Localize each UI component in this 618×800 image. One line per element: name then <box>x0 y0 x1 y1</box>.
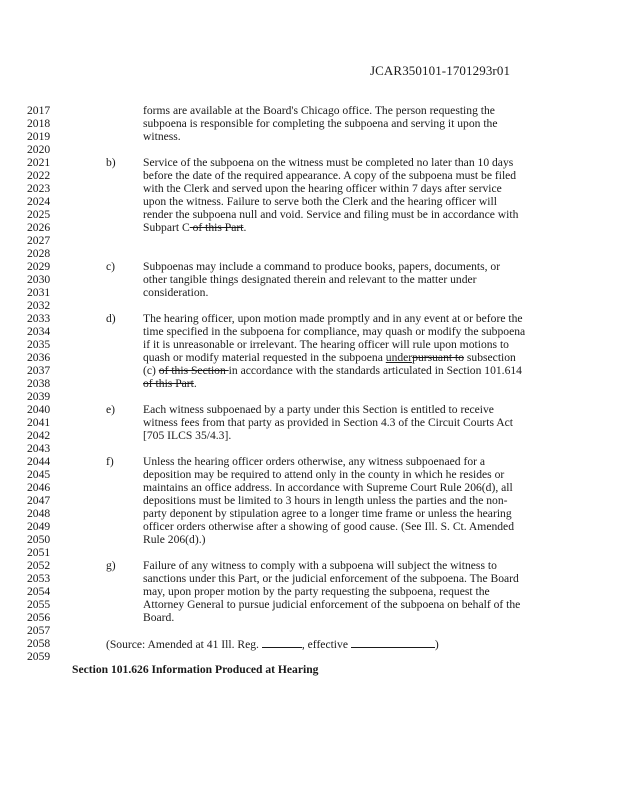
text-run: subsection <box>464 351 516 364</box>
item-b-line: before the date of the required appearance. A copy of the subpoena must be filed <box>143 169 517 182</box>
item-c-line: Subpoenas may include a command to produce books, papers, documents, or <box>143 260 501 273</box>
section-heading: Section 101.626 Information Produced at Hearing <box>72 663 319 676</box>
text-run: (c) <box>143 364 159 377</box>
source-prefix: (Source: Amended at 41 Ill. Reg. <box>106 638 262 651</box>
line-number: 2035 <box>27 338 51 351</box>
line-number: 2057 <box>27 624 51 637</box>
line-number: 2051 <box>27 546 51 559</box>
item-e-line: witness fees from that party as provided in Section 4.3 of the Circuit Courts Act <box>143 416 513 429</box>
line-number: 2052 <box>27 559 51 572</box>
line-number: 2054 <box>27 585 51 598</box>
struck-text: of this Section <box>158 364 229 377</box>
line-number: 2038 <box>27 377 51 390</box>
line-number: 2026 <box>27 221 51 234</box>
line-number: 2033 <box>27 312 51 325</box>
item-label-c: c) <box>106 260 116 273</box>
item-e-line: Each witness subpoenaed by a party under this Section is entitled to receive <box>143 403 494 416</box>
line-number: 2055 <box>27 598 51 611</box>
source-effective: , effective <box>301 638 351 651</box>
intro-line: forms are available at the Board's Chicago office. The person requesting the <box>143 104 495 117</box>
item-f-line: party deponent by stipulation agree to a longer time frame or unless the hearing <box>143 507 512 520</box>
line-number: 2056 <box>27 611 51 624</box>
item-f-line: maintains an office address. In accordance with Supreme Court Rule 206(d), all <box>143 481 513 494</box>
punctuation: . <box>193 377 197 390</box>
item-b-line: render the subpoena null and void. Service and filing must be in accordance with <box>143 208 519 221</box>
item-b-line: Service of the subpoena on the witness must be completed no later than 10 days <box>143 156 514 169</box>
document-id: JCAR350101-1701293r01 <box>370 63 511 78</box>
line-number: 2041 <box>27 416 51 429</box>
line-number: 2018 <box>27 117 51 130</box>
line-number: 2053 <box>27 572 51 585</box>
line-number: 2023 <box>27 182 51 195</box>
line-number: 2029 <box>27 260 51 273</box>
line-number: 2040 <box>27 403 51 416</box>
item-d-line: The hearing officer, upon motion made promptly and in any event at or before the <box>143 312 523 325</box>
text-run: quash or modify material requested in the subpoena <box>143 351 386 364</box>
date-blank <box>351 637 435 648</box>
item-c-line: consideration. <box>143 286 209 299</box>
line-number: 2048 <box>27 507 51 520</box>
punctuation: ) <box>434 638 439 651</box>
item-f-line: Unless the hearing officer orders otherwise, any witness subpoenaed for a <box>143 455 486 468</box>
line-number: 2044 <box>27 455 51 468</box>
line-number: 2017 <box>27 104 51 117</box>
line-number: 2058 <box>27 637 51 650</box>
item-label-g: g) <box>106 559 116 572</box>
subpart-reference: Subpart C <box>143 221 190 234</box>
item-g-line: Failure of any witness to comply with a subpoena will subject the witness to <box>143 559 497 572</box>
item-g-line: Attorney General to pursue judicial enforcement of the subpoena on behalf of the <box>143 598 521 611</box>
line-number: 2049 <box>27 520 51 533</box>
line-number: 2031 <box>27 286 51 299</box>
item-f-line: Rule 206(d).) <box>143 533 206 546</box>
line-number: 2059 <box>27 650 51 663</box>
line-number: 2047 <box>27 494 51 507</box>
item-e-line: [705 ILCS 35/4.3]. <box>143 429 232 442</box>
item-d-line <box>143 377 197 390</box>
item-g-line: may, upon proper motion by the party requesting the subpoena, request the <box>143 585 490 598</box>
line-number: 2043 <box>27 442 51 455</box>
text-run: in accordance with the standards articulated in Section 101.614 <box>228 364 522 377</box>
line-number: 2027 <box>27 234 51 247</box>
line-number: 2028 <box>27 247 51 260</box>
line-number: 2039 <box>27 390 51 403</box>
punctuation: . <box>243 221 247 234</box>
line-number: 2025 <box>27 208 51 221</box>
item-f-line: deposition may be required to attend only in the county in which he resides or <box>143 468 505 481</box>
line-number: 2032 <box>27 299 51 312</box>
line-number: 2020 <box>27 143 51 156</box>
line-number: 2034 <box>27 325 51 338</box>
line-number: 2045 <box>27 468 51 481</box>
item-b-line <box>143 221 246 234</box>
item-d-line: time specified in the subpoena for compliance, may quash or modify the subpoena <box>143 325 526 338</box>
item-d-line: if it is unreasonable or irrelevant. The hearing officer will rule upon motions to <box>143 338 509 351</box>
item-label-f: f) <box>106 455 114 468</box>
intro-line: witness. <box>143 130 181 143</box>
item-b-line: with the Clerk and served upon the hearing officer within 7 days after service <box>143 182 502 195</box>
inserted-text: under <box>385 351 413 364</box>
line-number: 2042 <box>27 429 51 442</box>
struck-text: of this Part <box>189 221 244 234</box>
line-number: 2019 <box>27 130 51 143</box>
line-number: 2022 <box>27 169 51 182</box>
item-f-line: officer orders otherwise after a showing of good cause. (See Ill. S. Ct. Amended <box>143 520 515 533</box>
line-number: 2046 <box>27 481 51 494</box>
item-label-b: b) <box>106 156 116 169</box>
item-g-line: sanctions under this Part, or the judicial enforcement of the subpoena. The Board <box>143 572 519 585</box>
line-number: 2036 <box>27 351 51 364</box>
source-note <box>106 637 439 651</box>
item-d-line <box>143 364 522 377</box>
item-label-d: d) <box>106 312 116 325</box>
intro-line: subpoena is responsible for completing the subpoena and serving it upon the <box>143 117 498 130</box>
line-number: 2021 <box>27 156 51 169</box>
item-f-line: depositions must be limited to 3 hours in length unless the parties and the non- <box>143 494 508 507</box>
item-g-line: Board. <box>143 611 175 624</box>
line-number: 2050 <box>27 533 51 546</box>
struck-text: of this Part <box>143 377 194 390</box>
struck-text: pursuant to <box>412 351 465 364</box>
item-b-line: upon the witness. Failure to serve both the Clerk and the hearing officer will <box>143 195 497 208</box>
line-number: 2024 <box>27 195 51 208</box>
item-d-line <box>143 351 516 364</box>
line-number: 2030 <box>27 273 51 286</box>
volume-blank <box>262 637 302 648</box>
line-number: 2037 <box>27 364 51 377</box>
item-label-e: e) <box>106 403 116 416</box>
item-c-line: other tangible things designated therein and relevant to the matter under <box>143 273 477 286</box>
